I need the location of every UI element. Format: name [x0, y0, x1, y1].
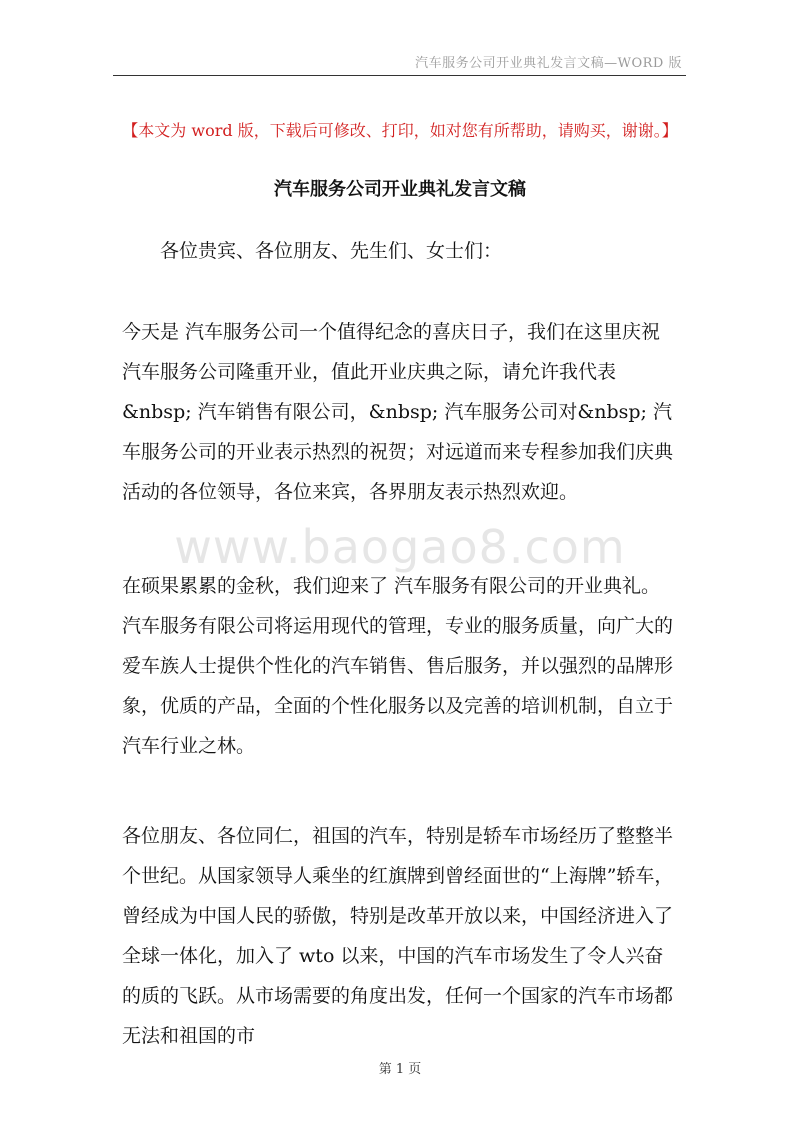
purchase-notice: 【本文为 word 版，下载后可修改、打印，如对您有所帮助，请购买，谢谢。】	[122, 121, 678, 140]
header-divider	[113, 75, 686, 76]
page-number: 第 1 页	[378, 1062, 422, 1077]
site-watermark: www.baogao8.com	[174, 520, 626, 574]
body-paragraph-3: 各位朋友、各位同仁，祖国的汽车，特别是轿车市场经历了整整半个世纪。从国家领导人乘坐的红旗牌到曾经面世的“上海牌”轿车，曾经成为中国人民的骄傲，特别是改革开放以来，中国经济进入了全球一体化，加入了 wto 以来，中国的汽车市场发生了令人兴奋的质的飞跃。从市场需要的角度出发，任何一个国家的汽车市场都无法和祖国的市	[122, 825, 674, 1047]
running-header: 汽车服务公司开业典礼发言文稿—WORD 版	[415, 56, 682, 71]
body-paragraph-1: 今天是 汽车服务公司一个值得纪念的喜庆日子，我们在这里庆祝 汽车服务公司隆重开业，值此开业庆典之际，请允许我代表&nbsp; 汽车销售有限公司，&nbsp; 汽车服务公司对&nbsp; 汽车服务公司的开业表示热烈的祝贺；对远道而来专程参加我们庆典活动的各位领导，各位来宾，各界朋友表示热烈欢迎。	[122, 321, 674, 503]
body-paragraph-2: 在硕果累累的金秋，我们迎来了 汽车服务有限公司的开业典礼。 汽车服务有限公司将运用现代的管理，专业的服务质量，向广大的爱车族人士提供个性化的汽车销售、售后服务，并以强烈的品牌形象，优质的产品，全面的个性化服务以及完善的培训机制，自立于汽车行业之林。	[122, 575, 674, 757]
document-title: 汽车服务公司开业典礼发言文稿	[274, 179, 526, 200]
greeting-line: 各位贵宾、各位朋友、先生们、女士们：	[160, 240, 503, 262]
